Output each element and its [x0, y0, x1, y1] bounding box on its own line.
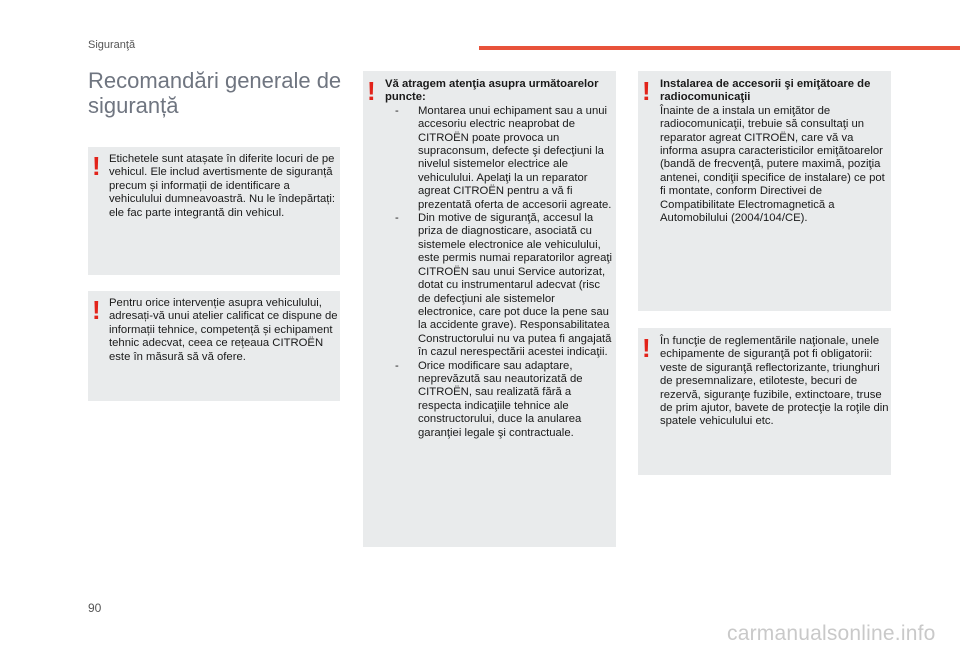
service-text: Pentru orice intervenție asupra vehiculului, adresați-vă unui atelier calificat ce dispune de informații tehnice, competență și echipament tehnic adecvat, ceea ce rețeaua CITROËN este în măsură să vă ofere.	[109, 297, 338, 363]
warning-box-service	[88, 291, 340, 401]
exclamation-icon: !	[367, 76, 376, 106]
equipment-text: În funcţie de reglementările naţionale, unele echipamente de siguranţă pot fi obligatorii: veste de siguranţă reflectorizante, triunghuri de presemnalizare, etiloteste, becuri de rezervă, siguranţe fuzibile, extinctoare, truse de prim ajutor, bavete de protecţie la roţile din spatele vehiculului etc.	[660, 335, 889, 428]
accessories-heading: Instalarea de accesorii şi emiţătoare de radiocomunicaţii	[660, 78, 871, 104]
attention-heading: Vă atragem atenţia asupra următoarelor puncte:	[385, 78, 599, 104]
warning-box-accessories	[638, 71, 891, 311]
exclamation-icon: !	[92, 295, 101, 325]
list-item: - Montarea unui echipament sau a unui accesoriu electric neaprobat de CITROËN poate provoca un supraconsum, defecte şi defecţiuni la nivelul sistemelor electrice ale vehiculului. Apelaţi la un reparator agreat CITROËN pentru a vă fi prezentată oferta de accesorii agreate.	[385, 105, 613, 212]
exclamation-icon: !	[642, 333, 651, 363]
exclamation-icon: !	[92, 151, 101, 181]
section-accent-line	[479, 46, 960, 50]
watermark: carmanualsonline.info	[727, 622, 936, 645]
accessories-body: Înainte de a instala un emiţător de radiocomunicaţii, trebuie să consultaţi un reparator agreat CITROËN, care vă va informa asupra caracteristicilor emiţătoarelor (bandă de frecvenţă, putere maximă, poziţia antenei, condiţii specifice de instalare) ce pot fi montate, conform Directivei de Compatibilitate Electromagnetică a Automobilului (2004/104/CE).	[660, 104, 885, 225]
warning-box-attention	[363, 71, 616, 547]
list-item: - Din motive de siguranţă, accesul la priza de diagnosticare, asociată cu sistemele electronice ale vehiculului, este permis numai reparatorilor agreaţi CITROËN sau unui Service autorizat, dotat cu instrumentarul adecvat (risc de defecţiuni ale sistemelor electronice, care pot duce la pene sau la accidente grave). Responsabilitatea Constructorului nu va putea fi angajată în cazul nerespectării acestei indicaţii.	[385, 212, 613, 359]
page-number: 90	[88, 601, 102, 615]
warning-box-equipment	[638, 328, 891, 475]
page-title: Recomandări generale de siguranță	[88, 68, 342, 118]
exclamation-icon: !	[642, 76, 651, 106]
list-item: - Orice modificare sau adaptare, neprevăzută sau neautorizată de CITROËN, sau realizată fără a respecta indicaţiile tehnice ale constructorului, duce la anularea garanţiei legale şi contractuale.	[385, 360, 613, 440]
labels-text: Etichetele sunt atașate în diferite locuri de pe vehicul. Ele includ avertismente de siguranță precum și informații de identificare a vehiculului dumneavoastră. Nu le îndepărtați: ele fac parte integrantă din vehicul.	[109, 153, 336, 219]
section-label: Siguranţă	[88, 39, 136, 51]
warning-box-labels	[88, 147, 340, 275]
attention-list	[385, 105, 613, 440]
attention-content	[385, 78, 613, 440]
accessories-content	[660, 78, 889, 225]
